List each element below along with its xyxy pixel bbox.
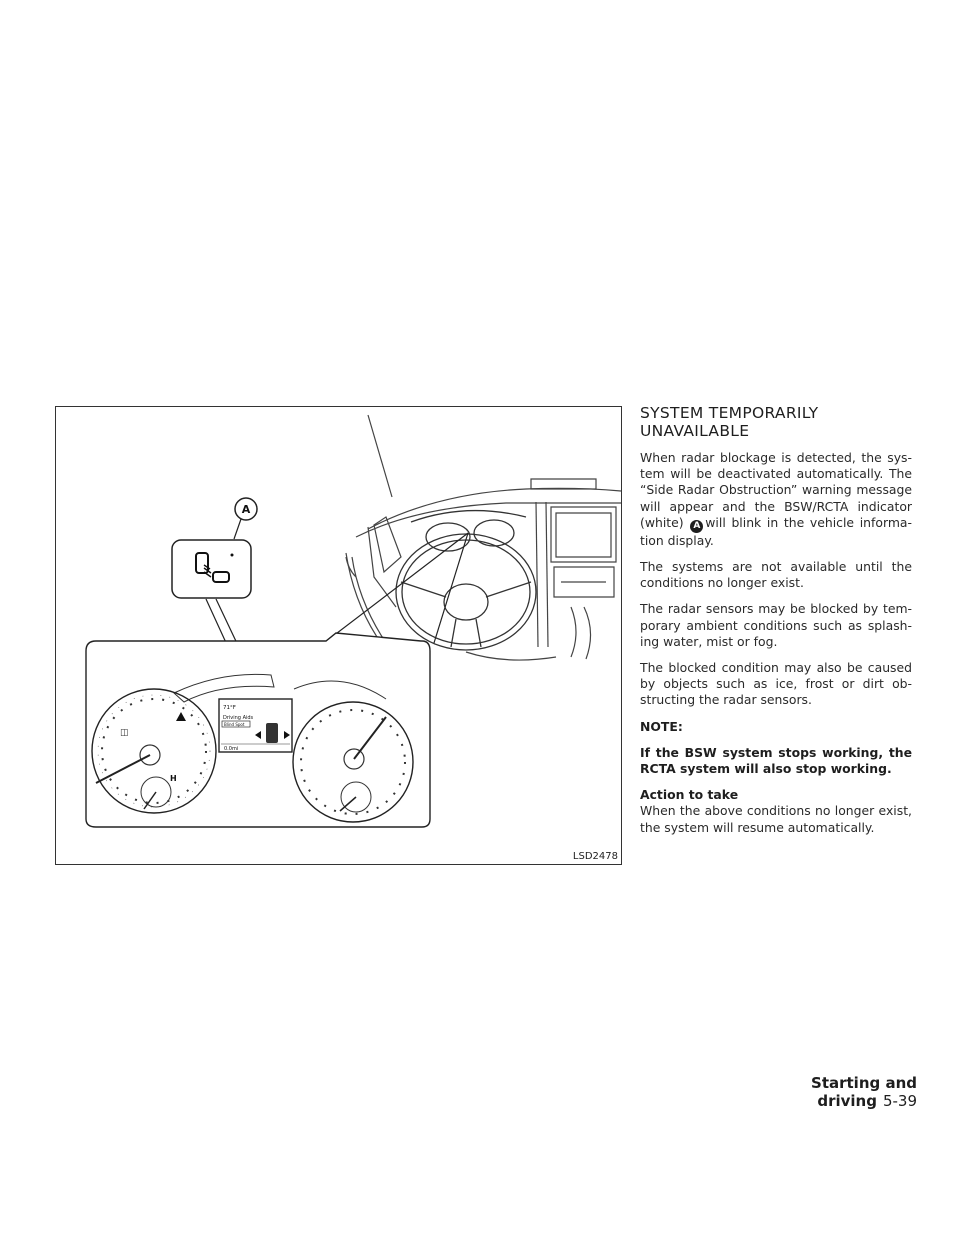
note-text: If the BSW system stops working, the RCTA system will also stop working. xyxy=(640,744,912,777)
page-footer xyxy=(727,1074,917,1110)
illustration-figure xyxy=(55,406,622,865)
instrument-cluster-illustration xyxy=(56,407,621,864)
paragraph-not-available: The systems are not available until the conditions no longer exist. xyxy=(640,559,912,591)
paragraph-ambient-conditions: The radar sensors may be blocked by tem-porary ambient conditions such as splash-ing water, mist or fog. xyxy=(640,601,912,649)
action-text: When the above conditions no longer exist, the system will resume automatically. xyxy=(640,803,912,835)
steering-wheel-icon xyxy=(396,511,536,650)
paragraph-text: When radar blockage is detected, the sys-tem will be deactivated automatically. The “Side Radar Obstruction” warning message will appear and the BSW/RCTA indicator (white) xyxy=(640,450,912,530)
paragraph-text: will blink in the vehicle informa-tion display. xyxy=(640,514,912,548)
vehicle-information-display xyxy=(219,699,292,752)
svg-text:◫: ◫ xyxy=(120,728,129,738)
action-heading: Action to take xyxy=(640,787,739,803)
gauge-hot-label: H xyxy=(170,774,177,783)
indicator-a-marker: A xyxy=(690,520,703,533)
footer-section-title: Starting and driving xyxy=(811,1074,917,1110)
display-menu-item: Blind Spot xyxy=(224,722,245,727)
note-label: NOTE: xyxy=(640,718,683,734)
page-number: 5-39 xyxy=(882,1092,917,1110)
section-heading: SYSTEM TEMPORARILY UNAVAILABLE xyxy=(640,404,819,440)
callout-a-label: A xyxy=(241,503,251,516)
bsw-rcta-indicator-callout xyxy=(172,540,251,598)
paragraph-radar-blockage xyxy=(640,450,912,549)
display-temp: 71°F xyxy=(223,705,236,711)
display-odometer: 0.0mi xyxy=(224,746,239,752)
figure-code: LSD2478 xyxy=(572,851,618,862)
section-text xyxy=(640,404,912,846)
paragraph-blocked-objects: The blocked condition may also be caused by objects such as ice, frost or dirt ob-structing the radar sensors. xyxy=(640,660,912,708)
display-menu-title: Driving Aids xyxy=(223,715,254,721)
